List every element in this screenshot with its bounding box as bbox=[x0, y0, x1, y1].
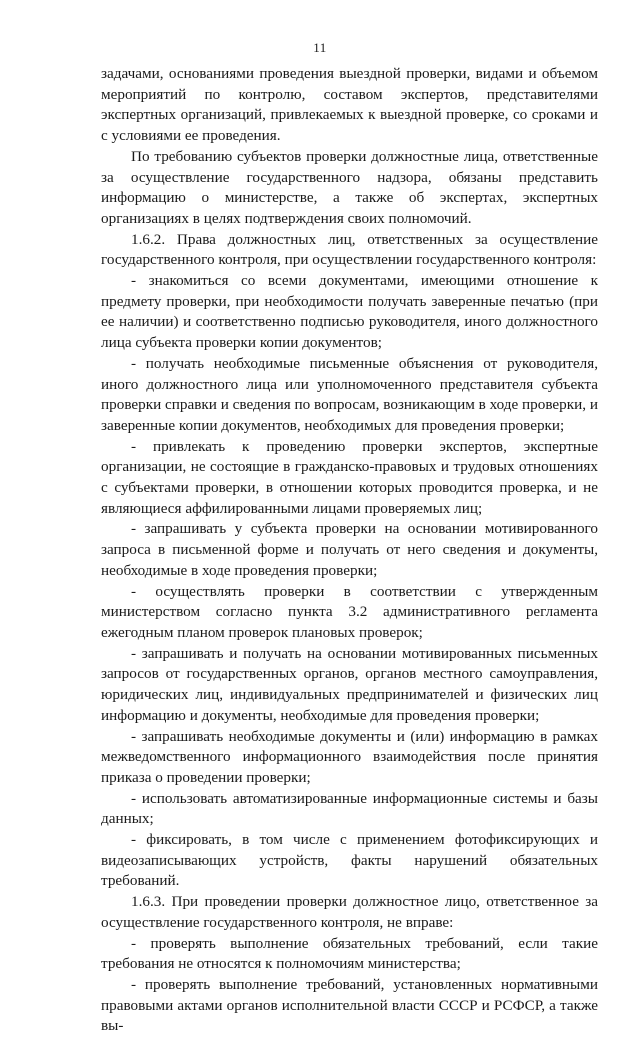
paragraph-1-6-3-heading: 1.6.3. При проведении проверки должностное лицо, ответственное за осуществление государственного контроля, не вправе: bbox=[101, 893, 598, 931]
list-item: - получать необходимые письменные объяснения от руководителя, иного должностного лица или уполномоченного представителя субъекта проверки справки и сведения по вопросам, возникающим в ходе проверки, и заверенные копии документов, необходимых для проведения проверки; bbox=[101, 354, 598, 434]
page-number: 11 bbox=[313, 40, 327, 55]
list-item: - привлекать к проведению проверки экспертов, экспертные организации, не состоящие в гражданско-правовых и трудовых отношениях с субъектами проверки, в отношении которых проводится проверка, и не являющиеся аффилированными лицами проверяемых лиц; bbox=[101, 437, 598, 517]
paragraph-inspection-request: По требованию субъектов проверки должностные лица, ответственные за осуществление государственного надзора, обязаны представить информацию о министерстве, а также об экспертах, экспертных организациях в целях подтверждения своих полномочий. bbox=[101, 147, 598, 227]
list-item: - запрашивать у субъекта проверки на основании мотивированного запроса в письменной форме и получать от него сведения и документы, необходимые в ходе проведения проверки; bbox=[101, 520, 598, 579]
paragraph-1-6-2-heading: 1.6.2. Права должностных лиц, ответственных за осуществление государственного контроля, при осуществлении государственного контроля: bbox=[101, 230, 598, 269]
list-item: - запрашивать и получать на основании мотивированных письменных запросов от государственных органов, органов местного самоуправления, юридических лиц, индивидуальных предпринимателей и физических лиц информацию и документы, необходимые для проведения проверки; bbox=[101, 644, 598, 724]
document-body bbox=[101, 64, 598, 1037]
paragraph-continuation: задачами, основаниями проведения выездной проверки, видами и объемом мероприятий по контролю, составом экспертов, представителями экспертных организаций, привлекаемых к выездной проверке, со сроками и с условиями ее проведения. bbox=[101, 65, 598, 145]
list-item: - запрашивать необходимые документы и (или) информацию в рамках межведомственного информационного взаимодействия после принятия приказа о проведении проверки; bbox=[101, 727, 598, 786]
list-item: - осуществлять проверки в соответствии с утвержденным министерством согласно пункта 3.2 административного регламента ежегодным планом проверок плановых проверок; bbox=[101, 582, 598, 641]
list-item: - проверять выполнение обязательных требований, если такие требования не относятся к полномочиям министерства; bbox=[101, 934, 598, 973]
list-item: - знакомиться со всеми документами, имеющими отношение к предмету проверки, при необходимости получать заверенные печатью (при ее наличии) и соответственно подписью руководителя, иного должностного лица субъекта проверки копии документов; bbox=[101, 272, 598, 352]
list-item: - проверять выполнение требований, установленных нормативными правовыми актами органов исполнительной власти СССР и РСФСР, а также вы- bbox=[101, 975, 598, 1035]
list-item: - использовать автоматизированные информационные системы и базы данных; bbox=[101, 789, 598, 828]
list-item: - фиксировать, в том числе с применением фотофиксирующих и видеозаписывающих устройств, факты нарушений обязательных требований. bbox=[101, 831, 598, 890]
